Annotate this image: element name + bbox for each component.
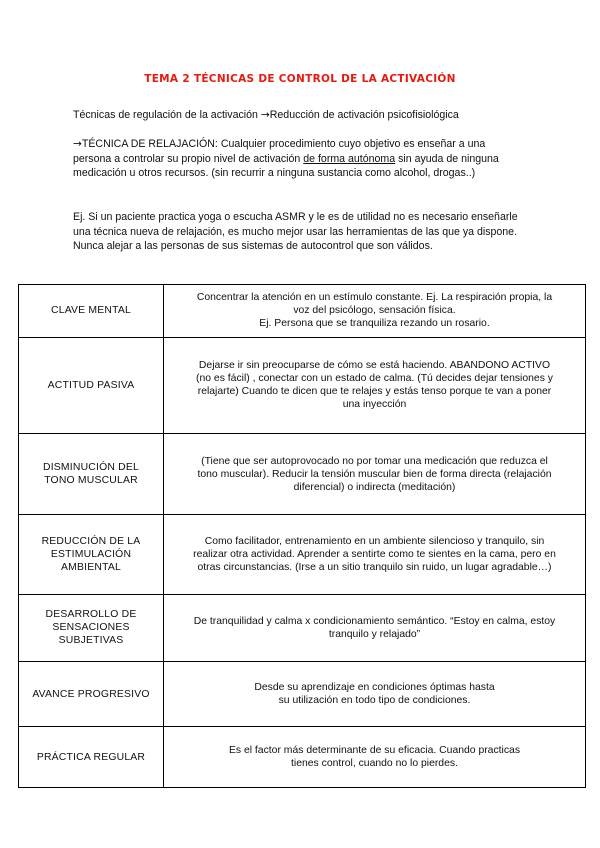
table-row xyxy=(19,727,586,788)
table-row xyxy=(19,337,586,434)
row-description-text: Dejarse ir sin preocuparse de cómo se está haciendo. ABANDONO ACTIVO (no es fácil) , conectar con un estado de calma. (Tú decides dejar tensiones y relajarte) Cuando te dicen que te relajes y estás tenso porque te van a poner una inyección xyxy=(196,360,553,411)
row-description-text: Como facilitador, entrenamiento en un ambiente silencioso y tranquilo, sin realizar otra actividad. Aprender a sentirte como te sientes en la cama, pero en otras circunstancias. (Irse a un sitio tranquilo sin ruido, un lugar agradable…) xyxy=(193,535,556,573)
row-label: DISMINUCIÓN DEL TONO MUSCULAR xyxy=(19,434,164,515)
row-description xyxy=(164,594,586,661)
definition-text-before: Cualquier procedimiento cuyo objetivo es enseñar a una persona a controlar su propio nivel de activación xyxy=(73,138,486,165)
row-description-text: Concentrar la atención en un estímulo constante. Ej. La respiración propia, la voz del psicólogo, sensación física. xyxy=(196,292,553,317)
row-label: AVANCE PROGRESIVO xyxy=(19,661,164,726)
relaxation-definition xyxy=(73,137,503,181)
right-arrow-icon: → xyxy=(260,109,270,121)
row-label: REDUCCIÓN DE LA ESTIMULACIÓN AMBIENTAL xyxy=(19,514,164,594)
row-description-extra: Ej. Persona que se tranquiliza rezando un rosario. xyxy=(259,318,490,330)
table-row xyxy=(19,285,586,338)
row-description-text: (Tiene que ser autoprovocado no por tomar una medicación que reduzca el tono muscular). Reducir la tensión muscular bien de forma directa (relajación diferencial) o indirecta (meditación) xyxy=(197,455,552,493)
page-title: TEMA 2 TÉCNICAS DE CONTROL DE LA ACTIVACIÓN xyxy=(144,73,456,85)
row-description-text: Desde su aprendizaje en condiciones óptimas hasta su utilización en todo tipo de condiciones. xyxy=(254,682,495,706)
definition-text-after: sin ayuda de ninguna medicación u otros recursos. (sin recurrir a ninguna sustancia como alcohol, drogas..) xyxy=(73,152,499,180)
table-row xyxy=(19,514,586,594)
intro-result: Reducción de activación psicofisiológica xyxy=(269,109,459,121)
row-label: CLAVE MENTAL xyxy=(19,285,164,338)
row-description xyxy=(164,434,586,515)
row-label: DESARROLLO DE SENSACIONES SUBJETIVAS xyxy=(19,594,164,661)
right-arrow-icon: → xyxy=(73,138,82,150)
table-row xyxy=(19,594,586,661)
intro-line xyxy=(73,108,543,123)
row-description-text: De tranquilidad y calma x condicionamiento semántico. “Estoy en calma, estoy tranquilo y relajado” xyxy=(193,615,556,640)
row-description xyxy=(164,514,586,594)
intro-text: Técnicas de regulación de la activación xyxy=(73,109,258,121)
row-label: PRÁCTICA REGULAR xyxy=(19,727,164,788)
row-description-text: Es el factor más determinante de su eficacia. Cuando practicas tienes control, cuando no lo pierdes. xyxy=(228,745,521,770)
definition-underlined: de forma autónoma xyxy=(303,152,396,165)
example-paragraph: Ej. Si un paciente practica yoga o escucha ASMR y le es de utilidad no es necesario enseñarle una técnica nueva de relajación, es mucho mejor usar las herramientas de las que ya dispone. Nunca alejar a las personas de sus sistemas de autocontrol que son válidos. xyxy=(73,211,518,253)
row-description xyxy=(164,337,586,434)
row-description xyxy=(164,661,586,726)
definition-heading: TÉCNICA DE RELAJACIÓN: xyxy=(81,138,218,150)
table-row xyxy=(19,434,586,515)
table-row xyxy=(19,661,586,726)
row-description xyxy=(164,285,586,338)
row-description xyxy=(164,727,586,788)
techniques-table xyxy=(18,284,586,788)
row-label: ACTITUD PASIVA xyxy=(19,337,164,434)
